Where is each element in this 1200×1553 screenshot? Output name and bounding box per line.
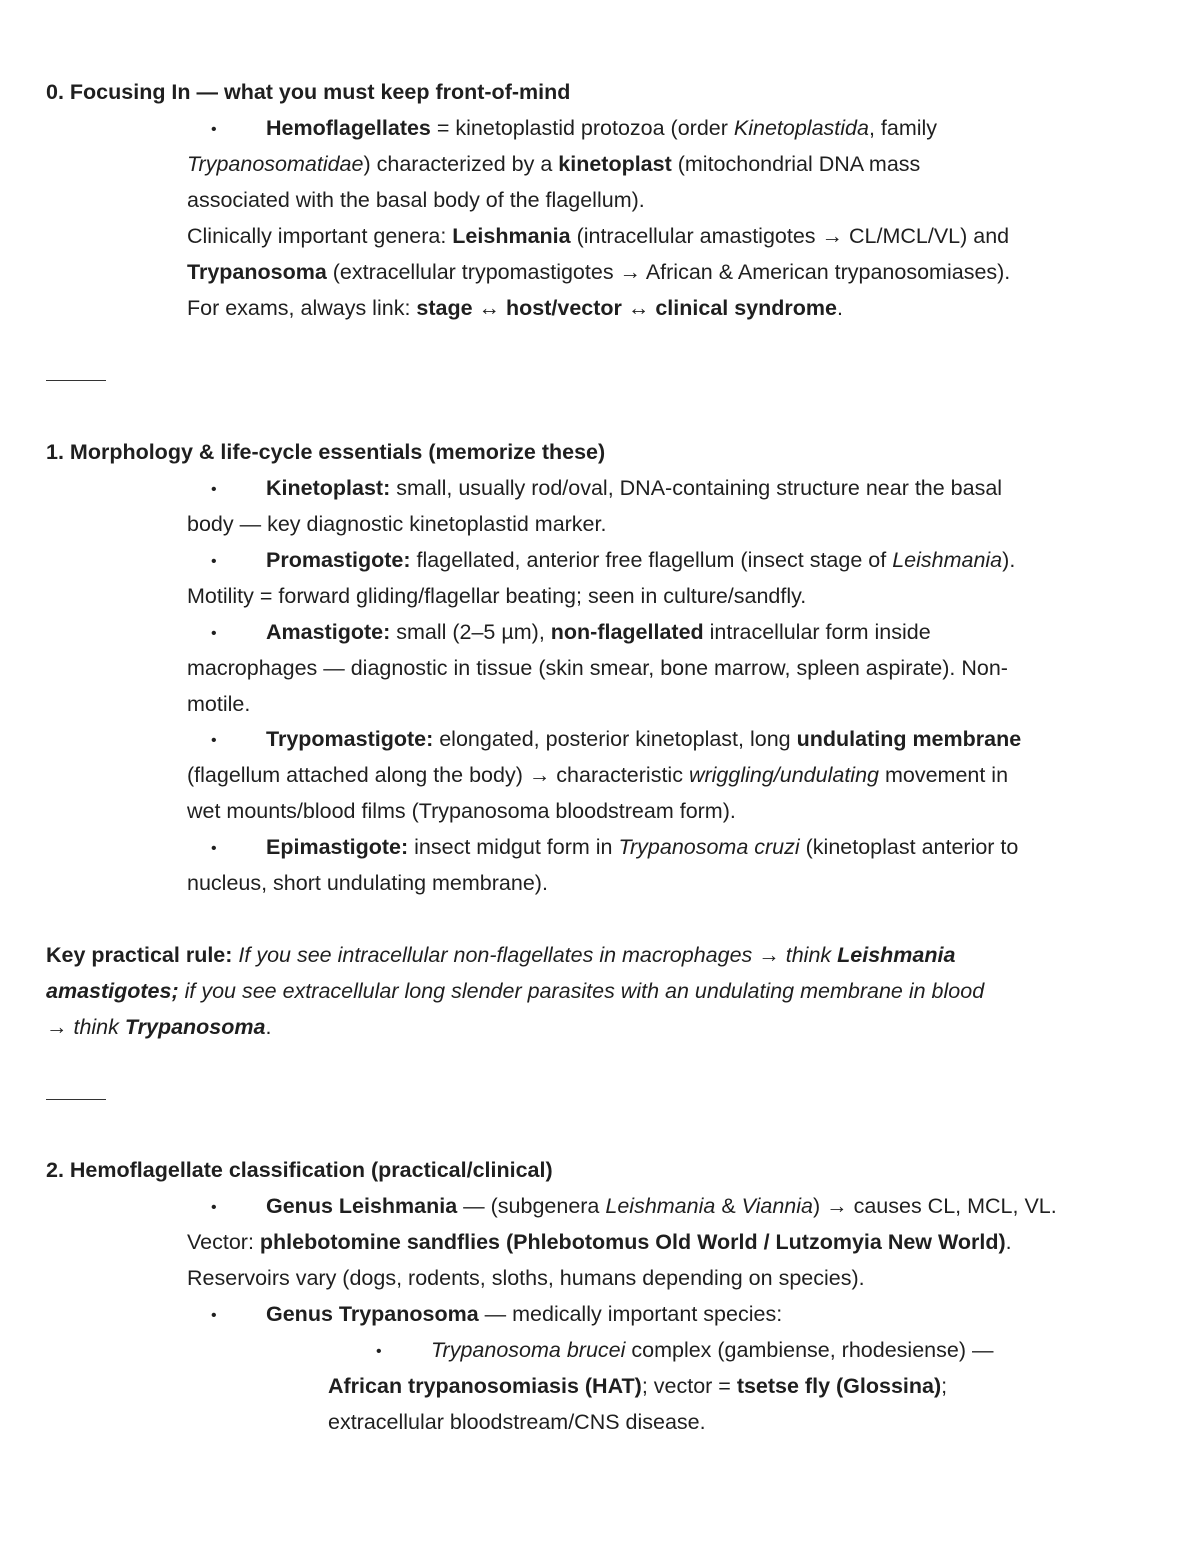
bullet-text: Trypomastigote: elongated, posterior kinetoplast, long undulating membrane (266, 727, 1022, 751)
bullet-text-continuation: African trypanosomiasis (HAT); vector = tsetse fly (Glossina); (328, 1374, 948, 1398)
section-divider (46, 1099, 106, 1100)
section-heading-2: 2. Hemoflagellate classification (practical/clinical) (46, 1158, 553, 1182)
bullet-text-continuation: associated with the basal body of the flagellum). (187, 188, 645, 212)
bullet-text-continuation: Clinically important genera: Leishmania (intracellular amastigotes → CL/MCL/VL) and (187, 224, 1010, 248)
bullet-icon: • (211, 840, 217, 857)
bullet-text: Amastigote: small (2–5 µm), non-flagellated intracellular form inside (266, 620, 931, 644)
key-rule-paragraph: → think Trypanosoma. (46, 1015, 272, 1039)
bullet-text: Hemoflagellates = kinetoplastid protozoa (order Kinetoplastida, family (266, 116, 938, 140)
bullet-icon: • (211, 553, 217, 570)
bullet-text: Genus Leishmania — (subgenera Leishmania & Viannia) → causes CL, MCL, VL. (266, 1194, 1057, 1218)
section-heading-1: 1. Morphology & life-cycle essentials (memorize these) (46, 440, 606, 464)
key-rule-paragraph: amastigotes; if you see extracellular long slender parasites with an undulating membrane in blood (46, 979, 985, 1003)
bullet-icon: • (376, 1343, 382, 1360)
bullet-icon: • (211, 481, 217, 498)
bullet-text-continuation: Motility = forward gliding/flagellar beating; seen in culture/sandfly. (187, 584, 807, 608)
bullet-text-continuation: (flagellum attached along the body) → characteristic wriggling/undulating movement in (187, 763, 1009, 787)
section-divider (46, 380, 106, 381)
bullet-text-continuation: Reservoirs vary (dogs, rodents, sloths, humans depending on species). (187, 1266, 865, 1290)
bullet-text: Promastigote: flagellated, anterior free flagellum (insect stage of Leishmania). (266, 548, 1016, 572)
bullet-text: Genus Trypanosoma — medically important species: (266, 1302, 783, 1326)
bullet-text-continuation: macrophages — diagnostic in tissue (skin smear, bone marrow, spleen aspirate). Non- (187, 656, 1008, 680)
bullet-icon: • (211, 732, 217, 749)
bullet-text-continuation: For exams, always link: stage ↔ host/vector ↔ clinical syndrome. (187, 296, 843, 320)
bullet-text: Epimastigote: insect midgut form in Trypanosoma cruzi (kinetoplast anterior to (266, 835, 1019, 859)
bullet-text: Kinetoplast: small, usually rod/oval, DNA-containing structure near the basal (266, 476, 1003, 500)
bullet-text: Trypanosoma brucei complex (gambiense, rhodesiense) — (431, 1338, 994, 1362)
key-rule-paragraph: Key practical rule: If you see intracellular non-flagellates in macrophages → think Leishmania (46, 943, 956, 967)
bullet-text-continuation: body — key diagnostic kinetoplastid marker. (187, 512, 607, 536)
bullet-text-continuation: Trypanosomatidae) characterized by a kinetoplast (mitochondrial DNA mass (187, 152, 921, 176)
section-heading-0: 0. Focusing In — what you must keep front-of-mind (46, 80, 571, 104)
bullet-text-continuation: wet mounts/blood films (Trypanosoma bloodstream form). (187, 799, 736, 823)
bullet-icon: • (211, 121, 217, 138)
bullet-text-continuation: motile. (187, 692, 251, 716)
bullet-text-continuation: nucleus, short undulating membrane). (187, 871, 548, 895)
bullet-icon: • (211, 1199, 217, 1216)
bullet-text-continuation: extracellular bloodstream/CNS disease. (328, 1410, 706, 1434)
bullet-text-continuation: Vector: phlebotomine sandflies (Phlebotomus Old World / Lutzomyia New World). (187, 1230, 1012, 1254)
bullet-text-continuation: Trypanosoma (extracellular trypomastigotes → African & American trypanosomiases). (187, 260, 1011, 284)
bullet-icon: • (211, 1307, 217, 1324)
bullet-icon: • (211, 625, 217, 642)
